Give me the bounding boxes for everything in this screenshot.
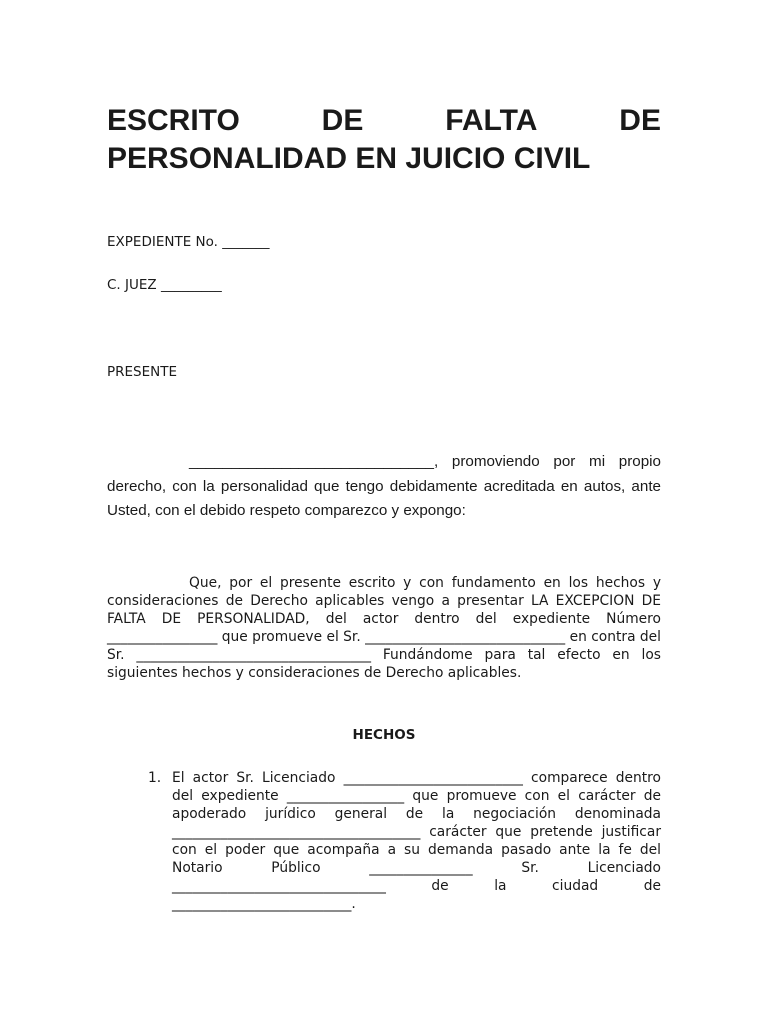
intro-paragraph [107, 450, 661, 524]
title-word: DE [321, 104, 364, 137]
title-word: DE [619, 104, 661, 137]
document-title [107, 102, 661, 178]
title-line-1 [107, 102, 661, 140]
title-word: ESCRITO [107, 104, 240, 137]
expediente-line: EXPEDIENTE No. _______ [107, 234, 270, 250]
facts-list [148, 769, 661, 913]
title-line-2: PERSONALIDAD EN JUICIO CIVIL [107, 142, 591, 175]
body-paragraph [107, 574, 661, 682]
intro-text: _____________________________, promoviendo por mi propio derecho, con la personalidad que tengo debidamente acreditada en autos, ante Usted, con el debido respeto comparezco y expongo: [107, 453, 661, 519]
presente-line: PRESENTE [107, 364, 178, 380]
fact-number: 1. [148, 770, 162, 786]
fact-item [148, 769, 661, 913]
juez-line: C. JUEZ _________ [107, 277, 222, 293]
body-text: Que, por el presente escrito y con fundamento en los hechos y consideraciones de Derecho aplicables vengo a presentar LA EXCEPCION DE FALTA DE PERSONALIDAD, del actor dentro del expediente Número ________________ que promueve el Sr. _____________________________ en contra del Sr. __________________________________ Fundándome para tal efecto en los siguientes hechos y consideraciones de Derecho aplicables. [107, 575, 661, 681]
fact-text: El actor Sr. Licenciado __________________________ comparece dentro del expediente _________________ que promueve con el carácter de apoderado jurídico general de la negociación denominada ____________________________________ carácter que pretende justificar con el poder que acompaña a su demanda pasado ante la fe del Notario Público _______________ Sr. Licenciado _______________________________ de la ciudad de __________________________. [172, 770, 661, 912]
hechos-heading: HECHOS [352, 727, 416, 743]
title-word: FALTA [445, 104, 538, 137]
